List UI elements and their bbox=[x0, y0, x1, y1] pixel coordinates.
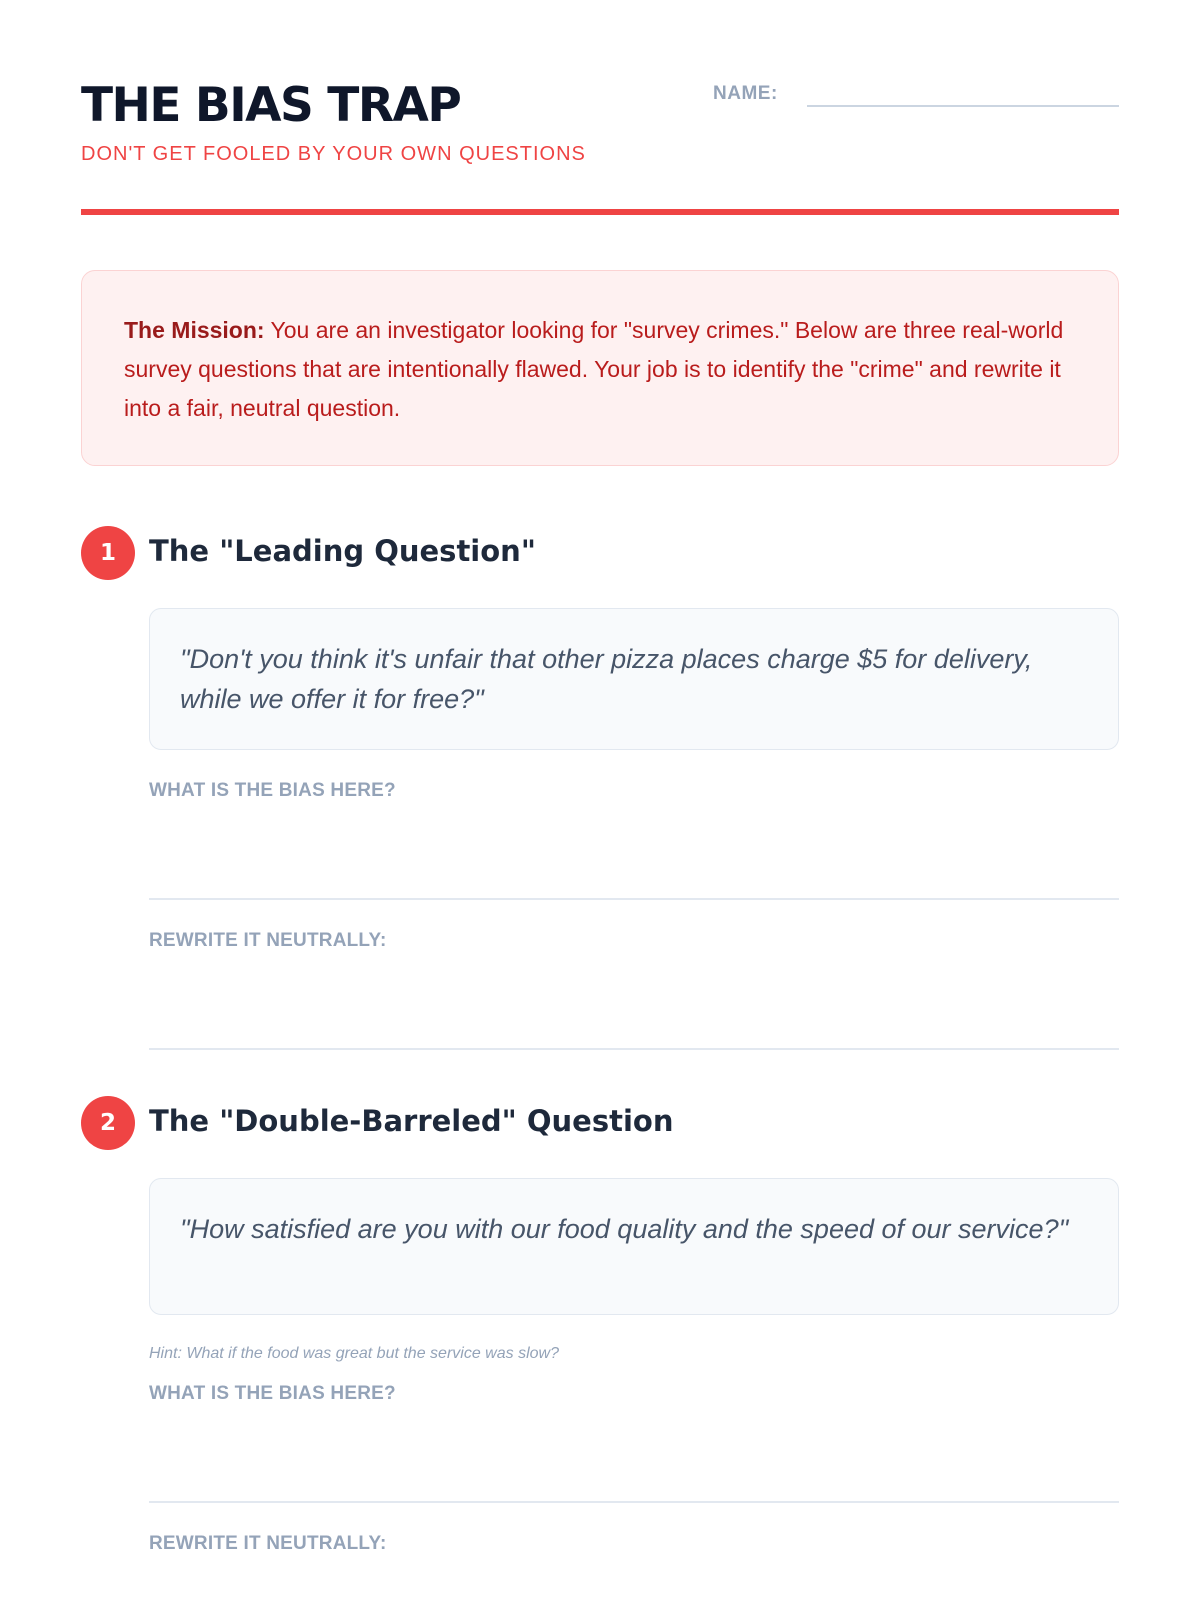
section-header bbox=[81, 526, 1119, 580]
mission-text: You are an investigator looking for "survey crimes." Below are three real-world survey questions that are intentionally flawed. Your job is to identify the "crime" and rewrite it into a fair, neutral question. bbox=[124, 317, 1064, 421]
page-subtitle: DON'T GET FOOLED BY YOUR OWN QUESTIONS bbox=[81, 143, 586, 165]
question-section-1 bbox=[81, 526, 1119, 1050]
bias-label: WHAT IS THE BIAS HERE? bbox=[149, 780, 396, 801]
question-section-2 bbox=[81, 1096, 1119, 1555]
worksheet-header bbox=[81, 0, 1119, 216]
bias-answer-field[interactable] bbox=[149, 802, 1119, 900]
number-badge: 1 bbox=[81, 526, 135, 580]
survey-question-quote: "Don't you think it's unfair that other pizza places charge $5 for delivery, while we offer it for free?" bbox=[149, 608, 1119, 750]
section-title: The "Leading Question" bbox=[149, 534, 536, 568]
page-title: THE BIAS TRAP bbox=[81, 78, 461, 133]
name-field[interactable] bbox=[807, 105, 1119, 107]
name-label: NAME: bbox=[713, 83, 778, 104]
rewrite-label: REWRITE IT NEUTRALLY: bbox=[149, 1533, 387, 1554]
hint-text: Hint: What if the food was great but the service was slow? bbox=[149, 1345, 559, 1362]
number-badge: 2 bbox=[81, 1096, 135, 1150]
section-title: The "Double-Barreled" Question bbox=[149, 1104, 674, 1138]
rewrite-answer-field[interactable] bbox=[149, 952, 1119, 1050]
section-body bbox=[149, 1178, 1119, 1555]
section-header bbox=[81, 1096, 1119, 1150]
survey-question-quote: "How satisfied are you with our food quality and the speed of our service?" bbox=[149, 1178, 1119, 1315]
rewrite-label: REWRITE IT NEUTRALLY: bbox=[149, 930, 387, 951]
bias-label: WHAT IS THE BIAS HERE? bbox=[149, 1383, 396, 1404]
header-divider bbox=[81, 209, 1119, 215]
mission-label: The Mission: bbox=[124, 317, 265, 343]
mission-box bbox=[81, 270, 1119, 466]
bias-answer-field[interactable] bbox=[149, 1405, 1119, 1503]
section-body bbox=[149, 608, 1119, 1050]
